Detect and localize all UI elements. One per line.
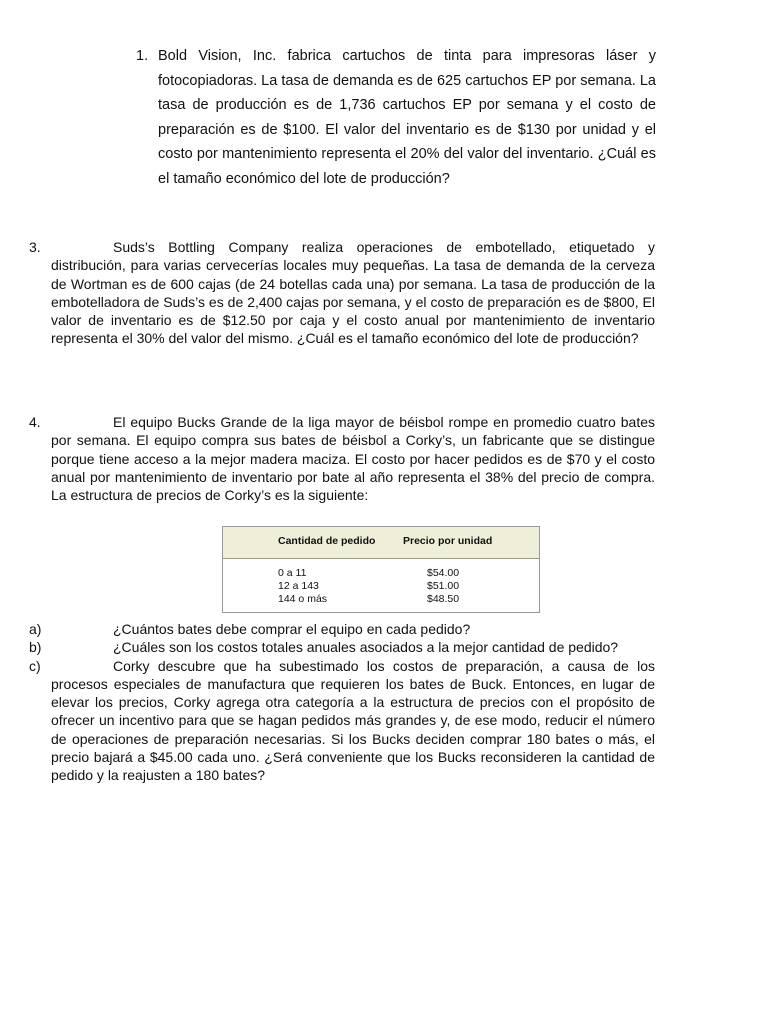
header-unit-price: Precio por unidad — [403, 535, 493, 547]
problem-4-text: El equipo Bucks Grande de la liga mayor de béisbol rompe en promedio cuatro bates por semana. El equipo compra sus bates de béisbol a Corky’s, un fabricante que se distingue porque tiene acceso a la mejor madera maciza. El costo por hacer pedidos es de $70 y el costo anual por mantenimiento de inventario por bate al año representa el 38% del precio de compra. La estructura de precios de Corky’s es la siguiente: — [51, 414, 655, 504]
problem-3-text: Suds’s Bottling Company realiza operaciones de embotellado, etiquetado y distribución, para varias cervecerías locales muy pequeñas. La tasa de demanda de la cerveza de Wortman es de 600 cajas (de 24 botellas cada una) por semana. La tasa de producción de la embotelladora de Suds’s es de 2,400 cajas por semana, y el costo de preparación es de $800, El valor de inventario es de $12.50 por caja y el costo anual por mantenimiento de inventario representa el 30% del valor del mismo. ¿Cuál es el tamaño económico del lote de producción? — [51, 239, 655, 347]
subquestion-b-letter: b) — [29, 639, 42, 656]
order-quantity-cell: 144 o más — [278, 593, 328, 605]
table-row — [223, 580, 539, 593]
unit-price-cell: $54.00 — [427, 567, 460, 579]
subquestion-b — [29, 638, 655, 656]
problem-1-number: 1. — [136, 48, 149, 64]
price-table-header — [223, 527, 539, 559]
unit-price-cell: $51.00 — [427, 580, 460, 592]
problem-3 — [29, 238, 655, 348]
subquestion-a — [29, 620, 655, 638]
order-quantity-cell: 12 a 143 — [278, 580, 319, 592]
problem-1-text: Bold Vision, Inc. fabrica cartuchos de tinta para impresoras láser y fotocopiadoras. La tasa de demanda es de 625 cartuchos EP por semana. La tasa de producción es de 1,736 cartuchos EP por semana y el costo de preparación es de $100. El valor del inventario es de $130 por unidad y el costo por mantenimiento representa el 20% del valor del inventario. ¿Cuál es el tamaño económico del lote de producción? — [158, 48, 656, 187]
order-quantity-cell: 0 a 11 — [278, 567, 307, 579]
price-table — [222, 526, 540, 613]
subquestion-a-letter: a) — [29, 621, 42, 637]
problem-3-number: 3. — [29, 239, 41, 255]
subquestions — [29, 620, 655, 785]
subquestion-c-letter: c) — [29, 657, 41, 674]
subquestion-a-text: ¿Cuántos bates debe comprar el equipo en cada pedido? — [113, 621, 471, 637]
table-row — [223, 567, 539, 580]
table-row — [223, 593, 539, 606]
price-table-body — [223, 559, 539, 606]
problem-4 — [29, 413, 655, 504]
problem-1 — [136, 44, 656, 191]
problem-4-number: 4. — [29, 414, 41, 430]
header-order-quantity: Cantidad de pedido — [278, 535, 376, 547]
subquestion-c — [29, 657, 655, 785]
unit-price-cell: $48.50 — [427, 593, 460, 605]
subquestion-c-text: Corky descubre que ha subestimado los costos de preparación, a causa de los procesos especiales de manufactura que requieren los bates de Buck. Entonces, en lugar de elevar los precios, Corky agrega otra categoría a la estructura de precios con el propósito de ofrecer un incentivo para que se hagan pedidos más grandes y, de ese modo, reducir el número de operaciones de preparación necesarias. Si los Bucks deciden comprar 180 bates o más, el precio bajará a $45.00 cada uno. ¿Será conveniente que los Bucks reconsideren la cantidad de pedido y la reajusten a 180 bates? — [51, 657, 655, 784]
subquestion-b-text: ¿Cuáles son los costos totales anuales asociados a la mejor cantidad de pedido? — [113, 639, 619, 656]
